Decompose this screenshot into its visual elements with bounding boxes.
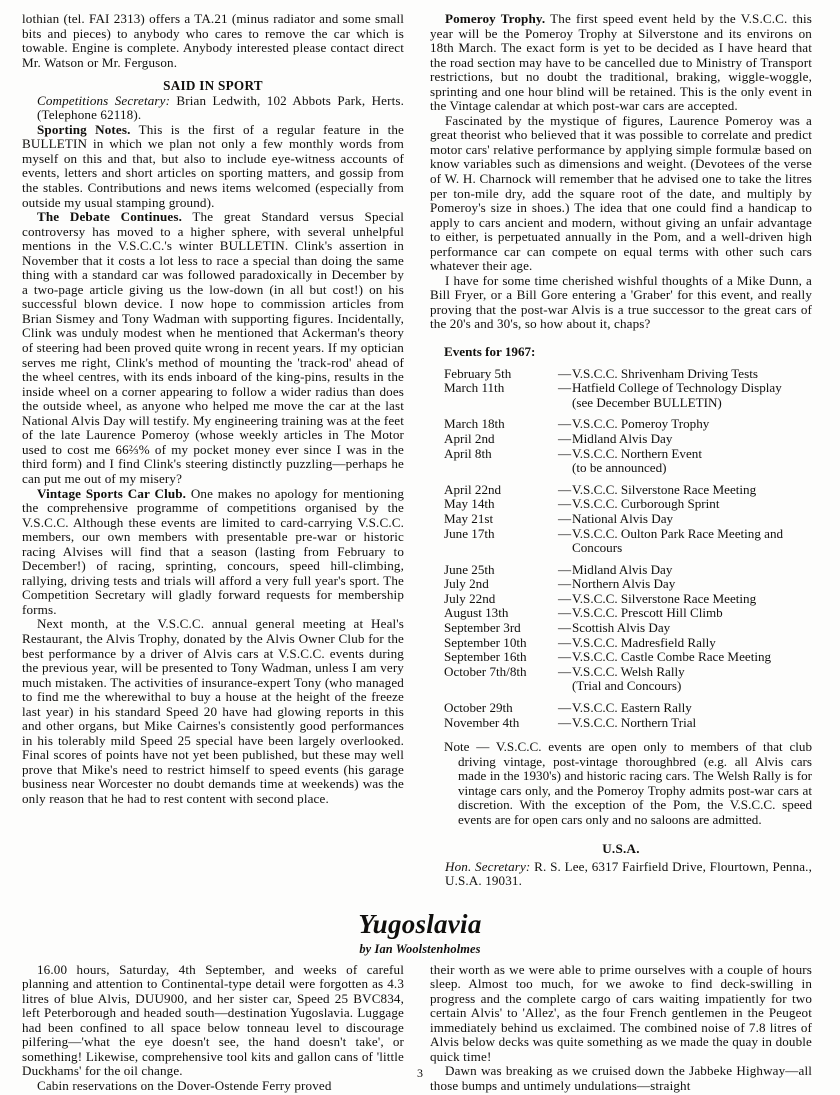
event-dash: — (558, 590, 572, 606)
runin-the-debate-continues: The Debate Continues. (37, 209, 182, 225)
event-date: April 2nd (444, 430, 495, 446)
paragraph-graber-wish: I have for some time cherished wishful thoughts of a Mike Dunn, a Bill Fryer, or a Bill Gore entering a 'Graber' for this event, and really proving that the post-war Alvis is a true successor to the great cars of the 20's and 30's, so how about it, chaps? (430, 272, 812, 332)
section-heading-usa: U.S.A. (602, 840, 640, 856)
competitions-secretary-label: Competitions Secretary: (37, 92, 171, 108)
event-continuation: (Trial and Concours) (572, 678, 682, 694)
section-heading-said-in-sport: SAID IN SPORT (163, 78, 263, 94)
event-dash: — (558, 576, 572, 592)
event-row (444, 701, 812, 716)
runin-sporting-notes: Sporting Notes. (37, 121, 131, 137)
event-date: October 7th/8th (444, 663, 527, 679)
event-continuation: (to be announced) (572, 460, 667, 476)
event-row (444, 432, 812, 447)
event-name: V.S.C.C. Northern Event (572, 445, 702, 461)
event-dash: — (558, 496, 572, 512)
paragraph-next-month: Next month, at the V.S.C.C. annual general meeting at Heal's Restaurant, the Alvis Trophy, donated by the Alvis Owner Club for the best performance by a driver of Alvis cars at V.S.C.C. events during the previous year, will be presented to Tony Wadman, unless I am very much mistaken. The activities of insurance-expert Tony (who managed to find me the wherewithal to buy a house at the height of the freeze last year) in his standard Speed 20 have had glowing reports in this and other organs, but Mike Cairnes's consistently good performances in his tolerably mild Speed 25 special have been largely overlooked. Final scores of points have not yet been published, but these may well prove that Mike's need to restrict himself to speed events (his garage business near Worcester no doubt demands time at weekends) was the only reason that he had to rest content with second place. (22, 616, 404, 806)
competitions-secretary-line (22, 94, 404, 123)
usa-secretary-line (430, 860, 812, 889)
event-date: April 8th (444, 445, 492, 461)
event-name: Hatfield College of Technology Display (572, 380, 782, 396)
event-row (444, 636, 812, 651)
event-row (444, 650, 812, 665)
event-row (444, 665, 812, 680)
event-date: June 25th (444, 561, 495, 577)
event-date: May 21st (444, 510, 494, 526)
event-dash: — (558, 714, 572, 730)
event-dash: — (558, 525, 572, 541)
event-row (444, 621, 812, 636)
event-row (444, 381, 812, 396)
event-name: Midland Alvis Day (572, 561, 673, 577)
usa-secretary-details: R. S. Lee, 6317 Fairfield Drive, Flourtown, Penna., U.S.A. 19031. (445, 858, 812, 889)
event-date: October 29th (444, 700, 513, 716)
paragraph-sporting-notes-text: This is the first of a regular feature in the BULLETIN in which we plan not only a few monthly words from myself on this and that, but also to include eye-witness accounts of events, letters and short articles on sporting matters, and gossip from the stables. Contributions and news items welcomed (especially from outside my usual stamping ground). (22, 121, 404, 210)
event-date: September 10th (444, 634, 527, 650)
event-name: Scottish Alvis Day (572, 620, 671, 636)
event-date: September 3rd (444, 620, 521, 636)
event-row (444, 592, 812, 607)
event-date: September 16th (444, 649, 527, 665)
paragraph-pomeroy-theorist: Fascinated by the mystique of figures, Laurence Pomeroy was a great theorist who believed that it was possible to correlate and predict motor cars' relative performance by applying simple formulæ based on know variables such as dimensions and weight. (Devotees of the verse of W. H. Charnock will remember that he advised one to take the litres per ton-mile dry, add the square root of the date, and multiply by Pomeroy's size in shoes.) The idea that one could find a handicap to apply to cars ancient and modern, without giving an unfair advantage to either, is perpetuated annually in the Pom, and a well-driven high performance car can compete on equal terms with other such cars whatever their age. (430, 112, 812, 274)
event-dash: — (558, 365, 572, 381)
event-dash: — (558, 445, 572, 461)
paragraph-pomeroy-trophy-text: The first speed event held by the V.S.C.C. this year will be the Pomeroy Trophy at Silverstone and its environs on 18th March. The exact form is yet to be decided as I have heard that the road section may have to be cancelled due to Ministry of Transport restrictions, but no doubt the traditional, braking, wiggle-woggle, sprinting and one hour blind will be retained. This is the only event in the Vintage calendar at which post-war cars are accepted. (430, 11, 812, 114)
event-name: V.S.C.C. Shrivenham Driving Tests (572, 365, 758, 381)
event-continuation: Concours (572, 540, 623, 556)
event-name: V.S.C.C. Eastern Rally (572, 700, 692, 716)
event-dash: — (558, 620, 572, 636)
paragraph-sporting-notes (22, 123, 404, 210)
page-number: 3 (417, 1066, 423, 1080)
event-dash: — (558, 649, 572, 665)
article-paragraph: Dawn was breaking as we cruised down the Jabbeke Highway—all those bumps and untimely undulations—straight (430, 1063, 812, 1093)
event-row (444, 447, 812, 462)
paragraph-the-debate-continues (22, 210, 404, 486)
event-name: Midland Alvis Day (572, 430, 673, 446)
event-row (444, 497, 812, 512)
left-column (22, 12, 404, 807)
paragraph-vintage-sports-car-club-text: One makes no apology for mentioning the comprehensive programme of competitions organised by the V.S.C.C. Although these events are limited to card-carrying V.S.C.C. members, our own members with presentable pre-war or historic racing Alvises will find that a season (lasting from February to December!) of racing, sprinting, concours, speed hill-climbing, rallying, driving tests and trials will afford a very full year's sport. The Competition Secretary will gladly forward requests for membership forms. (22, 485, 405, 617)
event-date: May 14th (444, 496, 495, 512)
event-dash: — (558, 663, 572, 679)
paragraph-pomeroy-trophy (430, 12, 812, 114)
events-heading: Events for 1967: (444, 344, 536, 360)
event-dash: — (558, 605, 572, 621)
event-date: July 22nd (444, 590, 496, 606)
paragraph-the-debate-continues-text: The great Standard versus Special controversy has moved to a higher sphere, with several unhelpful mentions in the V.S.C.C.'s winter BULLETIN. Clink's assertion in November that it costs a lot less to race a special than doing the same thing with a standard car was followed paradoxically in December by a two-page article giving us the low-down (in all but cost!) on his successful blown device. I now hope to commission articles from Brian Sismey and Tony Wadman with supporting figures. Incidentally, Clink was unduly modest when he mentioned that Ackerman's theory of steering had been proved quite wrong in recent years. If my optician serves me right, Clink's method of mounting the 'track-rod' ahead of the wheel centres, with its ends inboard of the king-pins, results in the inside wheel on a corner appearing to follow a wider radius than does the outside wheel, as anyone who helped me move the car at the last National Alvis Day will testify. My engineering training was at the feet of the late Laurence Pomeroy (whose weekly articles in The Motor used to cost me 66⅔% of my pocket money ever since I was in the third form) and I find Clink's steering distinctly puzzling—perhaps he can put me out of my misery? (22, 209, 405, 486)
event-date: April 22nd (444, 481, 502, 497)
event-row (444, 577, 812, 592)
event-row (444, 716, 812, 731)
event-date: March 11th (444, 380, 505, 396)
events-note-text: Note — V.S.C.C. events are open only to members of that club driving vintage, post-vintage thoroughbred (e.g. all Alvis cars made in the 1930's) and historic racing cars. The Welsh Rally is for vintage cars only, and the Pomeroy Trophy admits post-war cars at discretion. With the exception of the Pom, the V.S.C.C. speed events are for open cars only and no saloons are admitted. (444, 739, 812, 827)
event-date: July 2nd (444, 576, 489, 592)
event-dash: — (558, 430, 572, 446)
article-paragraph: Cabin reservations on the Dover-Ostende Ferry proved (37, 1077, 332, 1093)
runin-pomeroy-trophy: Pomeroy Trophy. (445, 11, 546, 26)
event-row (444, 527, 812, 542)
events-note (430, 740, 812, 827)
event-name: V.S.C.C. Silverstone Race Meeting (572, 481, 757, 497)
paragraph-vintage-sports-car-club (22, 487, 404, 618)
event-dash: — (558, 561, 572, 577)
event-row (444, 563, 812, 578)
event-name: V.S.C.C. Oulton Park Race Meeting and (572, 525, 784, 541)
event-continuation: (see December BULLETIN) (572, 394, 722, 410)
runin-vintage-sports-car-club: Vintage Sports Car Club. (37, 485, 187, 501)
events-list (430, 367, 812, 731)
event-date: March 18th (444, 416, 505, 432)
article-heading-block (22, 909, 818, 957)
event-date: August 13th (444, 605, 509, 621)
event-date: February 5th (444, 365, 512, 381)
usa-secretary-label: Hon. Secretary: (445, 858, 531, 874)
event-name: National Alvis Day (572, 510, 674, 526)
event-dash: — (558, 700, 572, 716)
event-name: V.S.C.C. Curborough Sprint (572, 496, 720, 512)
event-name: V.S.C.C. Castle Combe Race Meeting (572, 649, 772, 665)
event-dash: — (558, 416, 572, 432)
article-paragraph: 16.00 hours, Saturday, 4th September, and weeks of careful planning and attention to Continental-type detail were forgotten as 4.3 litres of blue Alvis, DUU900, and her sister car, Speed 25 BVC834, left Peterborough and headed south—destination Yugoslavia. Luggage had been confined to all space below tonneau level to discourage pilfering—'what the eye doesn't see, the hand doesn't take', or something! Likewise, comprehensive tool kits and gallon cans of 'little Duckhams' for the oil change. (22, 961, 404, 1079)
article-byline: by Ian Woolstenholmes (359, 941, 481, 956)
top-two-column-block (22, 12, 818, 889)
event-name: V.S.C.C. Madresfield Rally (572, 634, 716, 650)
event-name: V.S.C.C. Northern Trial (572, 714, 697, 730)
event-row (444, 367, 812, 382)
event-row (444, 512, 812, 527)
event-name: Northern Alvis Day (572, 576, 676, 592)
event-dash: — (558, 380, 572, 396)
event-name: V.S.C.C. Prescott Hill Climb (572, 605, 723, 621)
event-date: November 4th (444, 714, 520, 730)
event-dash: — (558, 510, 572, 526)
event-dash: — (558, 634, 572, 650)
article-title: Yugoslavia (358, 908, 482, 939)
event-date: June 17th (444, 525, 495, 541)
competitions-secretary-details: Brian Ledwith, 102 Abbots Park, Herts. (Telephone 62118). (37, 92, 405, 123)
right-column (430, 12, 812, 889)
event-name: V.S.C.C. Welsh Rally (572, 663, 685, 679)
continued-paragraph: lothian (tel. FAI 2313) offers a TA.21 (minus radiator and some small bits and pieces) to anybody who cares to remove the car which is towable. Engine is complete. Anybody interested please contact direct Mr. Watson or Mr. Ferguson. (22, 11, 404, 70)
event-name: V.S.C.C. Silverstone Race Meeting (572, 590, 757, 606)
event-name: V.S.C.C. Pomeroy Trophy (572, 416, 710, 432)
article-paragraph: their worth as we were able to prime ourselves with a couple of hours sleep. Almost too much, for we awoke to find deck-swilling in progress and the complete cargo of cars waiting impatiently for two certain Alvis' to 'Allez', as the four French gentlemen in the Peugeot immediately behind us exclaimed. The combined noise of 7.8 litres of Alvis below decks was quite something as we made the quay in double quick time! (430, 961, 812, 1064)
event-row (444, 483, 812, 498)
event-dash: — (558, 481, 572, 497)
event-row (444, 606, 812, 621)
event-row (444, 417, 812, 432)
